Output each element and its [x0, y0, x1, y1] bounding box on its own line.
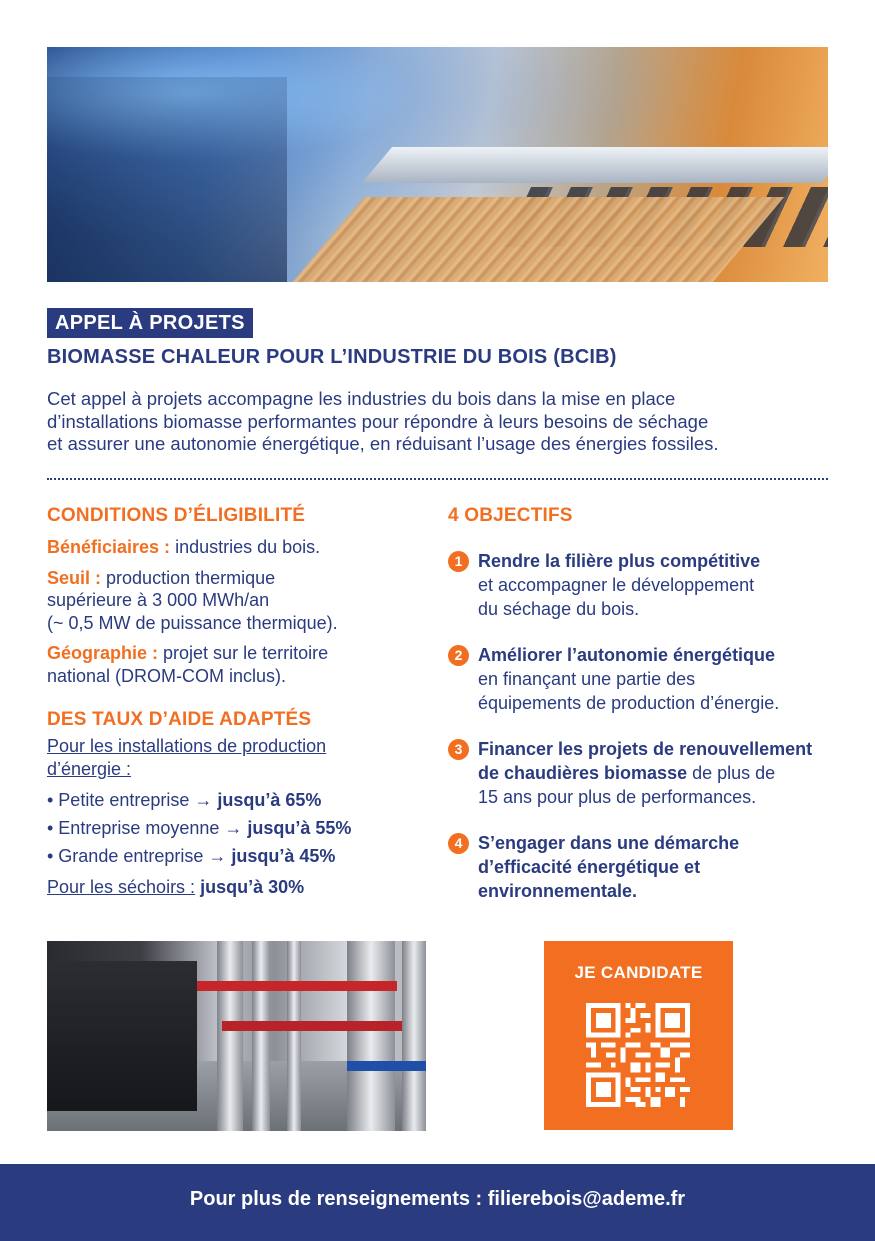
rates-heading: DES TAUX D’AIDE ADAPTÉS: [47, 709, 312, 730]
objectives-heading: 4 OBJECTIFS: [448, 505, 573, 526]
footer-bar: [0, 1164, 875, 1241]
boiler-room-photo: [47, 941, 426, 1131]
eligibility-heading: CONDITIONS D’ÉLIGIBILITÉ: [47, 505, 306, 526]
hero-photo-sawmill: [47, 47, 828, 282]
seuil-block: Seuil : production thermique supérieure à 3 000 MWh/an (~ 0,5 MW de puissance thermique).: [47, 567, 338, 633]
qr-code-icon[interactable]: [586, 1003, 690, 1107]
list-item: • Entreprise moyenne → jusqu’à 55%: [47, 818, 352, 838]
page-title: BIOMASSE CHALEUR POUR L’INDUSTRIE DU BOIS (BCIB): [47, 346, 617, 368]
dotted-divider: [47, 478, 828, 480]
objective-4: 4 S’engager dans une démarche d’efficacité énergétique et environnementale.: [448, 831, 838, 903]
objective-3: 3 Financer les projets de renouvellement de chaudières biomasse de plus de 15 ans pour plus de performances.: [448, 737, 838, 809]
page-tag: APPEL À PROJETS: [47, 308, 253, 338]
beneficiaires-line: Bénéficiaires : industries du bois.: [47, 537, 321, 557]
geographie-block: Géographie : projet sur le territoire national (DROM-COM inclus).: [47, 643, 329, 686]
apply-qr-card[interactable]: [544, 941, 733, 1130]
number-badge-icon: 1: [448, 551, 469, 572]
number-badge-icon: 3: [448, 739, 469, 760]
objective-2: 2 Améliorer l’autonomie énergétique en finançant une partie des équipements de production d’énergie.: [448, 643, 838, 715]
left-column: [47, 505, 417, 899]
number-badge-icon: 2: [448, 645, 469, 666]
number-badge-icon: 4: [448, 833, 469, 854]
right-column: [448, 505, 838, 903]
rates-installations-label: Pour les installations de production d’énergie :: [47, 736, 327, 779]
list-item: • Grande entreprise → jusqu’à 45%: [47, 846, 336, 866]
rates-list: [47, 786, 417, 870]
rates-sechoirs: Pour les séchoirs : jusqu’à 30%: [47, 877, 305, 897]
list-item: • Petite entreprise → jusqu’à 65%: [47, 790, 322, 810]
apply-label: JE CANDIDATE: [574, 963, 703, 982]
objective-1: 1 Rendre la filière plus compétitive et accompagner le développement du séchage du bois.: [448, 549, 838, 621]
intro-paragraph: Cet appel à projets accompagne les industries du bois dans la mise en place d’installations biomasse performantes pour répondre à leurs besoins de séchage et assurer une autonomie énergétique, en réduisant l’usage des énergies fossiles.: [47, 388, 719, 454]
contact-email[interactable]: Pour plus de renseignements : filierebois@ademe.fr: [189, 1188, 686, 1210]
